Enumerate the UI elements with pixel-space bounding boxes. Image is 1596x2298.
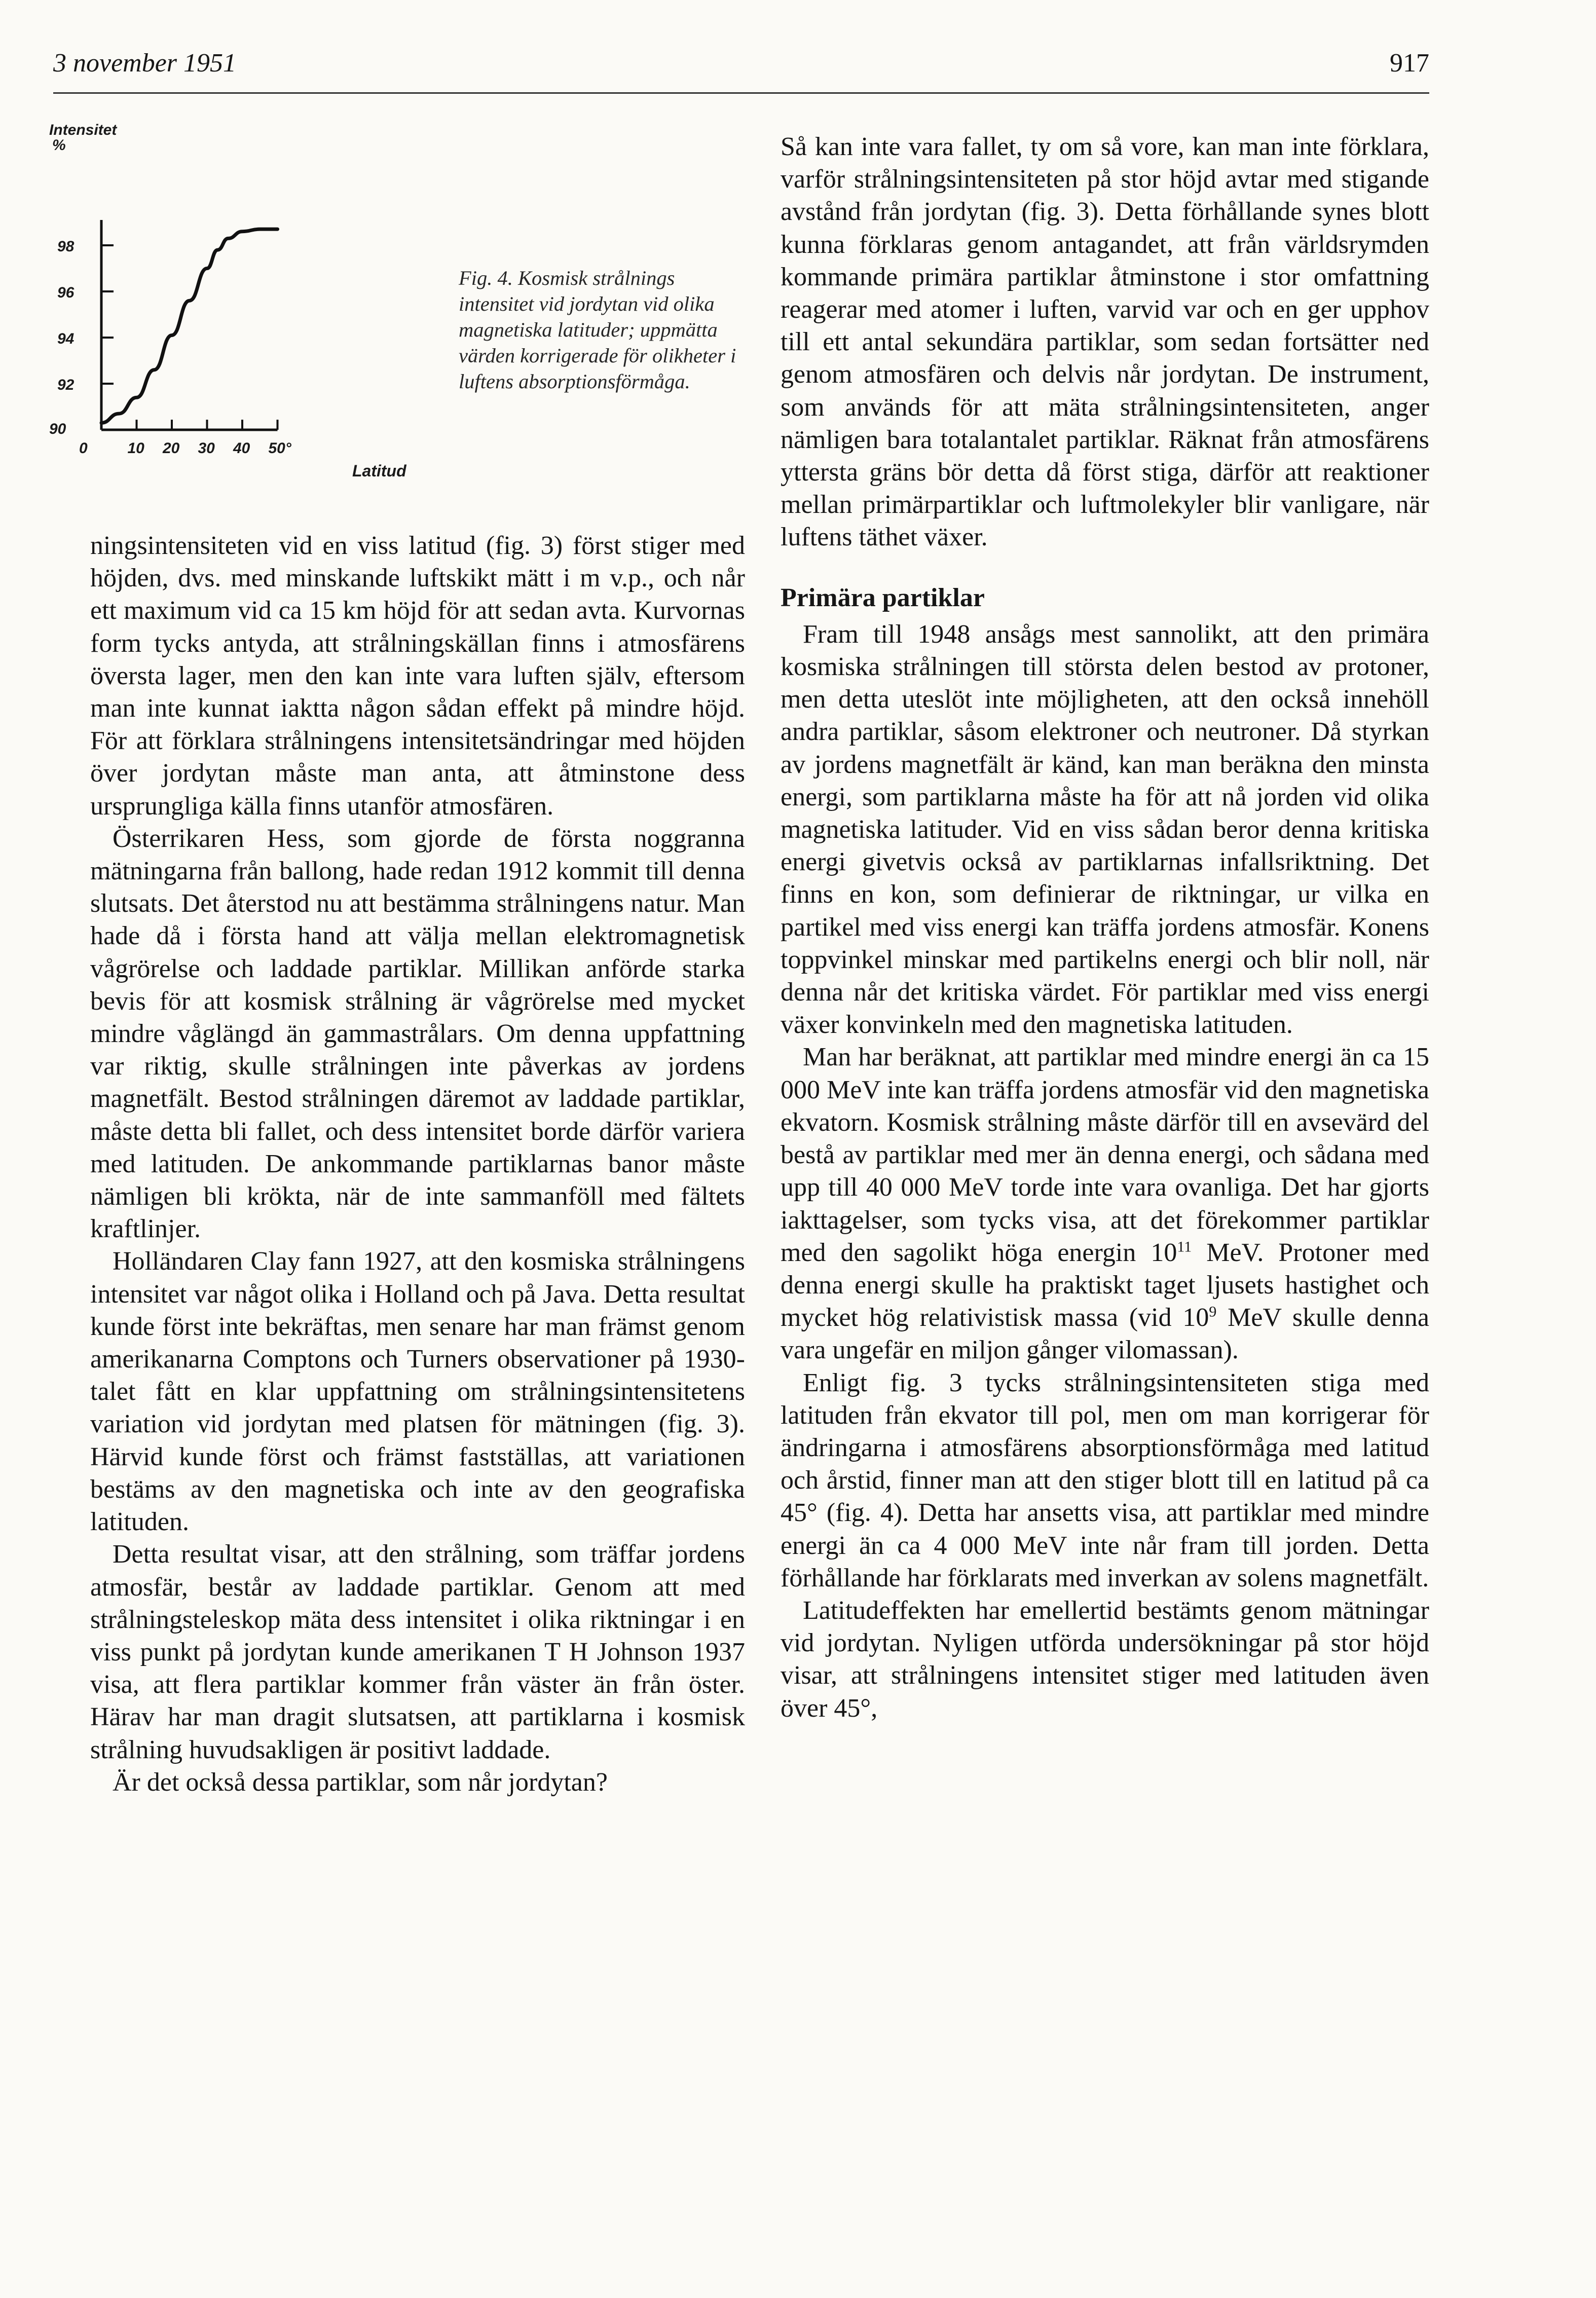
figure-caption: Fig. 4. Kosmisk strålnings intensitet vid jordytan vid olika magnetiska latituder; uppmätta värden korrigerade för olikheter i luftens absorptionsförmåga. — [459, 267, 736, 393]
left-paragraph-2: Österrikaren Hess, som gjorde de första noggranna mätningarna från ballong, hade redan 1912 kommit till denna slutsats. Det återstod nu att bestämma strålningens natur. Man hade då i första hand att välja mellan elektromagnetisk vågrörelse och laddade partiklar. Millikan anförde starka bevis för att kosmisk strålning är vågrörelse med mycket mindre våglängd än gammastrålars. Om denna uppfattning var riktig, skulle strålningen inte påverkas av jordens magnetfält. Bestod strålningen däremot av laddade partiklar, måste detta bli fallet, och dess intensitet borde därför variera med latituden. De ankommande partiklarnas banor måste nämligen bli krökta, när de inte sammanföll med fältets kraftlinjer. — [90, 824, 745, 1244]
right-column — [781, 131, 1429, 1725]
figure-4 — [48, 117, 443, 517]
page-number: 917 — [1390, 49, 1429, 78]
x-tick-label-40: 40 — [233, 440, 250, 457]
left-paragraph-4: Detta resultat visar, att den strålning, som träffar jordens atmosfär, består av laddade partiklar. Genom att med strålningsteleskop mäta dess intensitet i olika riktningar i en viss punkt på jordytan kunde amerikanen T H Johnson 1937 visa, att flera partiklar kommer från väster än från öster. Härav har man dragit slutsatsen, att partiklarna i kosmisk strålning huvudsakligen är positivt laddade. — [90, 1540, 745, 1764]
x-tick-label-10: 10 — [127, 440, 144, 457]
left-paragraph-1: ningsintensiteten vid en viss latitud (fig. 3) först stiger med höjden, dvs. med minskande luftskikt mätt i m v.p., och når ett maximum vid ca 15 km höjd för att sedan avta. Kurvornas form tycks antyda, att strålningskällan finns i atmosfärens översta lager, men den kan inte vara luften själv, eftersom man inte kunnat iaktta någon sådan effekt på mindre höjd. För att förklara strålningens intensitetsändringar med höjden över jordytan måste man anta, att åtminstone dess ursprungliga källa finns utanför atmosfären. — [90, 531, 745, 821]
p2-text-b: MeV. Protoner med denna energi skulle ha praktiskt taget ljusets hastighet och mycket hög relativistisk massa (vid 10 — [781, 1238, 1429, 1332]
y-tick-label-98: 98 — [57, 238, 75, 255]
page-header — [53, 48, 1429, 99]
y-axis-unit: % — [52, 137, 66, 154]
left-paragraph-5: Är det också dessa partiklar, som når jordytan? — [113, 1767, 608, 1797]
section-heading: Primära partiklar — [781, 583, 985, 612]
x-tick-label-50: 50° — [268, 440, 291, 457]
p2-text-c: MeV skulle denna vara ungefär en miljon gånger vilomassan). — [781, 1303, 1429, 1365]
header-date: 3 november 1951 — [53, 49, 237, 78]
x-tick-label-20: 20 — [163, 440, 180, 457]
y-tick-label-96: 96 — [57, 284, 75, 301]
y-axis-label: Intensitet — [49, 122, 117, 138]
header-rule — [53, 92, 1429, 94]
x-axis-label: Latitud — [352, 462, 406, 480]
x-tick-label-30: 30 — [198, 440, 215, 457]
p2-text-a: Man har beräknat, att partiklar med mindre energi än ca 15 000 MeV inte kan träffa jordens atmosfär vid den magnetiska ekvatorn. Kosmisk strålning måste därför till en avsevärd del bestå av partiklar med mer än denna energi, och sådana med upp till 40 000 MeV torde inte vara ovanliga. Det har gjorts iakttagelser, som tycks visa, att det förekommer partiklar med den sagolikt höga energin 10 — [781, 1043, 1429, 1267]
left-paragraph-3: Holländaren Clay fann 1927, att den kosmiska strålningens intensitet var något olika i Holland och på Java. Detta resultat kunde först inte bekräftas, men senare har man främst genom amerikanarna Comptons och Turners observationer på 1930-talet fått en klar uppfattning om strålningsintensitetens variation vid jordytan med platsen för mätningen (fig. 3). Härvid kunde först och främst fastställas, att variationen bestäms av den magnetiska och inte av den geografiska latituden. — [90, 1247, 745, 1537]
x-tick-label-0: 0 — [79, 440, 88, 457]
y-tick-label-92: 92 — [57, 377, 75, 393]
superscript-9: 9 — [1209, 1303, 1217, 1320]
y-tick-label-94: 94 — [57, 330, 75, 347]
right-paragraph-3: Enligt fig. 3 tycks strålningsintensiteten stiga med latituden från ekvator till pol, men om man korrigerar för ändringarna i atmosfärens absorptionsförmåga med latitud och årstid, finner man att den stiger blott till en latitud på ca 45° (fig. 4). Detta har ansetts visa, att partiklar med mindre energi än ca 4 000 MeV inte når fram till jorden. Detta förhållande har förklarats med inverkan av solens magnetfält. — [781, 1368, 1429, 1592]
right-intro-paragraph: Så kan inte vara fallet, ty om så vore, kan man inte förklara, varför strålningsintensiteten på stor höjd avtar med stigande avstånd från jordytan (fig. 3). Detta förhållande synes blott kunna förklaras genom antagandet, att från världsrymden kommande primära partiklar åtminstone i stor omfattning reagerar med atomer i luften, varvid var och en ger upphov till ett antal sekundära partiklar, som sedan fortsätter ned genom atmosfären och delvis når jordytan. De instrument, som används för att mäta strålningsintensiteten, anger nämligen bara totalantalet partiklar. Räknat från atmosfärens yttersta gräns bör detta då först stiga, därför att reaktioner mellan primärpartiklar och luftmolekyler blir vanligare, när luftens täthet växer. — [781, 132, 1429, 552]
series-line-0 — [101, 229, 278, 423]
right-paragraph-2 — [781, 1041, 1429, 1366]
right-paragraph-1: Fram till 1948 ansågs mest sannolikt, att den primära kosmiska strålningen till största delen bestod av protoner, men detta uteslöt inte möjligheten, att den också innehöll andra partiklar, såsom elektroner och neutroner. Då styrkan av jordens magnetfält är känd, kan man beräkna den minsta energi, som partiklarna måste ha för att nå jorden vid olika magnetiska latituder. Vid en viss sådan beror denna kritiska energi givetvis också av partiklarnas infallsriktning. Det finns en kon, som definierar de riktningar, ur vilka en partikel med viss energi kan träffa jordens atmosfär. Konens toppvinkel minskar med partikelns energi och blir noll, när denna når det kritiska värdet. För partiklar med viss energi växer konvinkeln med den magnetiska latituden. — [781, 619, 1429, 1040]
y-tick-label-90: 90 — [49, 421, 66, 437]
superscript-11: 11 — [1177, 1238, 1192, 1255]
right-paragraph-4: Latitudeffekten har emellertid bestämts genom mätningar vid jordytan. Nyligen utförda undersökningar på stor höjd visar, att strålningens intensitet stiger med latituden även över 45°, — [781, 1596, 1429, 1723]
left-column — [90, 530, 745, 1799]
latitude-intensity-chart — [48, 117, 443, 517]
